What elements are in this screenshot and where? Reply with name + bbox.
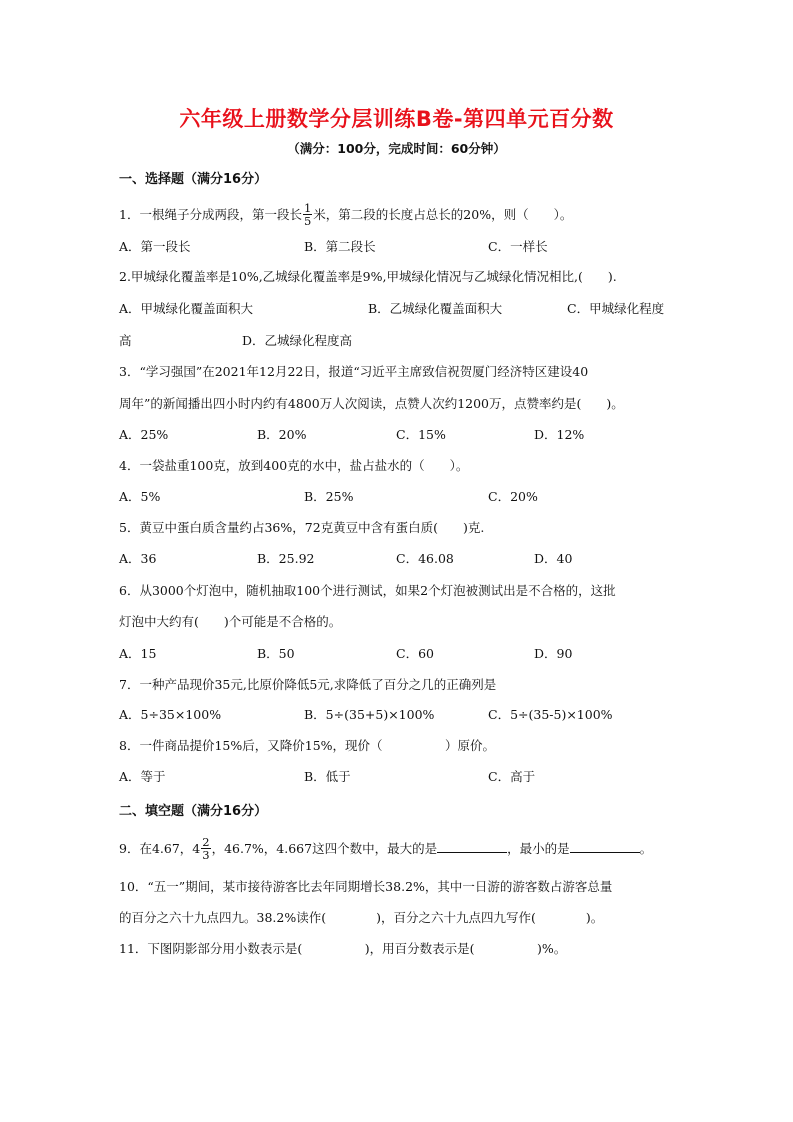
question-10-line-2: 的百分之六十九点四九。38.2%读作( )，百分之六十九点四九写作( )。 — [119, 910, 604, 925]
fraction-denominator: 3 — [202, 848, 210, 862]
fraction-numerator: 2 — [202, 835, 210, 849]
q3-option-c: C．15% — [396, 427, 446, 442]
q3-option-a: A．25% — [119, 427, 169, 442]
q2-option-b: B．乙城绿化覆盖面积大 — [368, 301, 503, 316]
q4-option-c: C．20% — [488, 489, 538, 504]
document-subtitle: （满分：100分，完成时间：60分钟） — [287, 141, 506, 156]
q1-option-b: B．第二段长 — [304, 239, 376, 254]
question-4: 4．一袋盐重100克，放到400克的水中，盐占盐水的（ ）。 — [119, 458, 469, 473]
q7-option-b: B．5÷(35+5)×100% — [304, 707, 435, 722]
question-10-line-1: 10．“五一”期间，某市接待游客比去年同期增长38.2%，其中一日游的游客数占游客总量 — [119, 879, 613, 894]
question-3-line-1: 3．“学习强国”在2021年12月22日，报道“习近平主席致信祝贺厦门经济特区建设40 — [119, 364, 589, 379]
q4-option-a: A．5% — [119, 489, 161, 504]
q8-option-a: A．等于 — [119, 769, 166, 784]
document-title: 六年级上册数学分层训练B卷-第四单元百分数 — [179, 107, 614, 131]
q6-option-a: A．15 — [119, 646, 157, 661]
q7-option-c: C．5÷(35-5)×100% — [488, 707, 613, 722]
question-1 — [119, 203, 572, 228]
question-9 — [119, 837, 652, 862]
fraction-numerator: 1 — [303, 201, 312, 215]
section-heading-multiple-choice: 一、选择题（满分16分） — [119, 172, 268, 187]
q8-option-b: B．低于 — [304, 769, 351, 784]
q6-option-d: D．90 — [534, 646, 573, 661]
q5-option-c: C．46.08 — [396, 551, 454, 566]
fraction-two-thirds — [201, 836, 210, 861]
q5-option-d: D．40 — [534, 551, 573, 566]
question-5: 5．黄豆中蛋白质含量约占36%，72克黄豆中含有蛋白质( )克. — [119, 520, 485, 535]
answer-blank-smallest[interactable] — [570, 840, 640, 853]
answer-blank-largest[interactable] — [437, 840, 507, 853]
question-7: 7．一种产品现价35元,比原价降低5元,求降低了百分之几的正确列是 — [119, 677, 497, 692]
q2-option-c-continued: 高 — [119, 333, 132, 348]
q6-option-c: C．60 — [396, 646, 434, 661]
q2-option-d: D．乙城绿化程度高 — [242, 333, 353, 348]
q5-option-b: B．25.92 — [257, 551, 315, 566]
q7-option-a: A．5÷35×100% — [119, 707, 222, 722]
question-9-text-a: 9．在4.67，4 — [119, 841, 201, 856]
question-8: 8．一件商品提价15%后，又降价15%，现价（ ）原价。 — [119, 738, 496, 753]
section-heading-fill-in: 二、填空题（满分16分） — [119, 804, 268, 819]
fraction-denominator: 5 — [303, 214, 312, 228]
question-9-text-b: ，46.7%，4.667这四个数中，最大的是 — [211, 841, 438, 856]
question-6-line-2: 灯泡中大约有( )个可能是不合格的。 — [119, 614, 342, 629]
question-2: 2.甲城绿化覆盖率是10%,乙城绿化覆盖率是9%,甲城绿化情况与乙城绿化情况相比,( ). — [119, 269, 617, 284]
q2-option-c: C．甲城绿化程度 — [567, 301, 665, 316]
q4-option-b: B．25% — [304, 489, 354, 504]
question-9-text-d: 。 — [639, 841, 653, 856]
fraction-one-fifth — [303, 202, 312, 227]
question-1-text-a: 1．一根绳子分成两段，第一段长 — [119, 207, 302, 222]
question-9-text-c: ，最小的是 — [507, 841, 570, 856]
q1-option-c: C．一样长 — [488, 239, 548, 254]
q3-option-d: D．12% — [534, 427, 585, 442]
q1-option-a: A．第一段长 — [119, 239, 191, 254]
q3-option-b: B．20% — [257, 427, 307, 442]
q2-option-a: A．甲城绿化覆盖面积大 — [119, 301, 254, 316]
q6-option-b: B．50 — [257, 646, 295, 661]
question-11: 11．下图阴影部分用小数表示是( )，用百分数表示是( )%。 — [119, 941, 567, 956]
question-3-line-2: 周年”的新闻播出四小时内约有4800万人次阅读，点赞人次约1200万，点赞率约是( )。 — [119, 396, 624, 411]
q8-option-c: C．高于 — [488, 769, 536, 784]
question-1-text-b: 米，第二段的长度占总长的20%，则（ ）。 — [313, 207, 573, 222]
q5-option-a: A．36 — [119, 551, 157, 566]
question-6-line-1: 6．从3000个灯泡中，随机抽取100个进行测试，如果2个灯泡被测试出是不合格的，这批 — [119, 583, 616, 598]
